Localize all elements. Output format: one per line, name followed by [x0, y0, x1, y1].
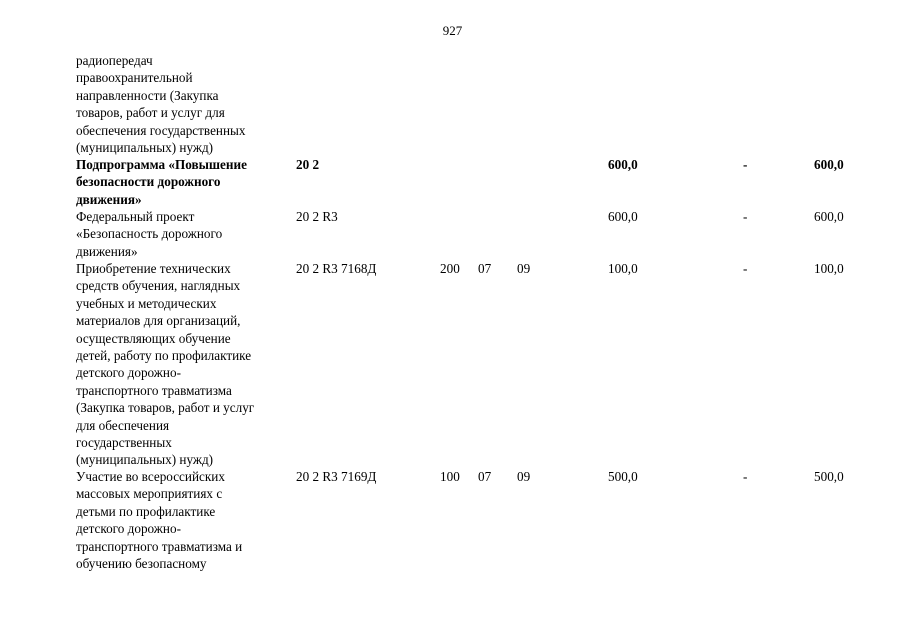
row-name-line: радиопередач: [76, 53, 153, 68]
row-name: [76, 156, 291, 208]
row-code: 20 2: [296, 157, 320, 172]
row-name-line: (муниципальных) нужд): [76, 140, 214, 156]
row-name-line: безопасности дорожного: [76, 174, 221, 190]
row-total: 600,0: [814, 209, 844, 224]
row-change: -: [743, 209, 748, 224]
row-name-line: государственных: [76, 435, 172, 451]
row-total: 100,0: [814, 261, 844, 276]
row-name-line: направленности (Закупка: [76, 87, 219, 103]
row-code: 20 2 R3 7169Д: [296, 469, 377, 484]
row-name-line: Подпрограмма «Повышение: [76, 157, 247, 172]
row-change: -: [743, 469, 748, 484]
row-name-line: правоохранительной: [76, 70, 193, 86]
row-name: [76, 260, 291, 469]
row-name-line: «Безопасность дорожного: [76, 226, 223, 242]
row-change: -: [743, 261, 748, 276]
row-sum: 100,0: [608, 261, 638, 276]
row-expense-type: 100: [440, 469, 460, 484]
row-name-line: товаров, работ и услуг для: [76, 105, 225, 121]
row-total: 500,0: [814, 469, 844, 484]
row-name-line: детского дорожно-: [76, 521, 181, 537]
row-section: 07: [478, 261, 492, 276]
row-change: -: [743, 157, 748, 172]
row-sum: 600,0: [608, 157, 638, 172]
row-name-line: Участие во всероссийских: [76, 469, 225, 484]
row-subsection: 09: [517, 469, 531, 484]
row-name-line: детьми по профилактике: [76, 503, 216, 519]
row-name-line: обучению безопасному: [76, 556, 207, 572]
row-name-line: транспортного травматизма и: [76, 538, 243, 554]
row-name-line: массовых мероприятиях с: [76, 486, 223, 502]
row-name-line: материалов для организаций,: [76, 313, 241, 329]
row-name-line: учебных и методических: [76, 295, 217, 311]
row-name-line: Приобретение технических: [76, 261, 231, 276]
row-name-line: детей, работу по профилактике: [76, 348, 252, 364]
row-code: 20 2 R3 7168Д: [296, 261, 377, 276]
row-name-line: движения»: [76, 191, 142, 207]
row-name: [76, 468, 291, 572]
row-name-line: (муниципальных) нужд): [76, 452, 214, 468]
row-code: 20 2 R3: [296, 209, 338, 224]
row-name-line: обеспечения государственных: [76, 122, 246, 138]
row-name: [76, 52, 291, 156]
row-sum: 500,0: [608, 469, 638, 484]
page-number: 927: [442, 23, 463, 38]
row-total: 600,0: [814, 157, 844, 172]
row-name-line: осуществляющих обучение: [76, 330, 231, 346]
row-sum: 600,0: [608, 209, 638, 224]
row-subsection: 09: [517, 261, 531, 276]
row-name-line: транспортного травматизма: [76, 382, 232, 398]
row-name-line: детского дорожно-: [76, 365, 181, 381]
row-name-line: средств обучения, наглядных: [76, 278, 241, 294]
row-section: 07: [478, 469, 492, 484]
row-name-line: (Закупка товаров, работ и услуг: [76, 400, 255, 416]
row-expense-type: 200: [440, 261, 460, 276]
row-name-line: Федеральный проект: [76, 209, 195, 224]
row-name: [76, 208, 291, 260]
row-name-line: для обеспечения: [76, 417, 170, 433]
row-name-line: движения»: [76, 243, 138, 259]
